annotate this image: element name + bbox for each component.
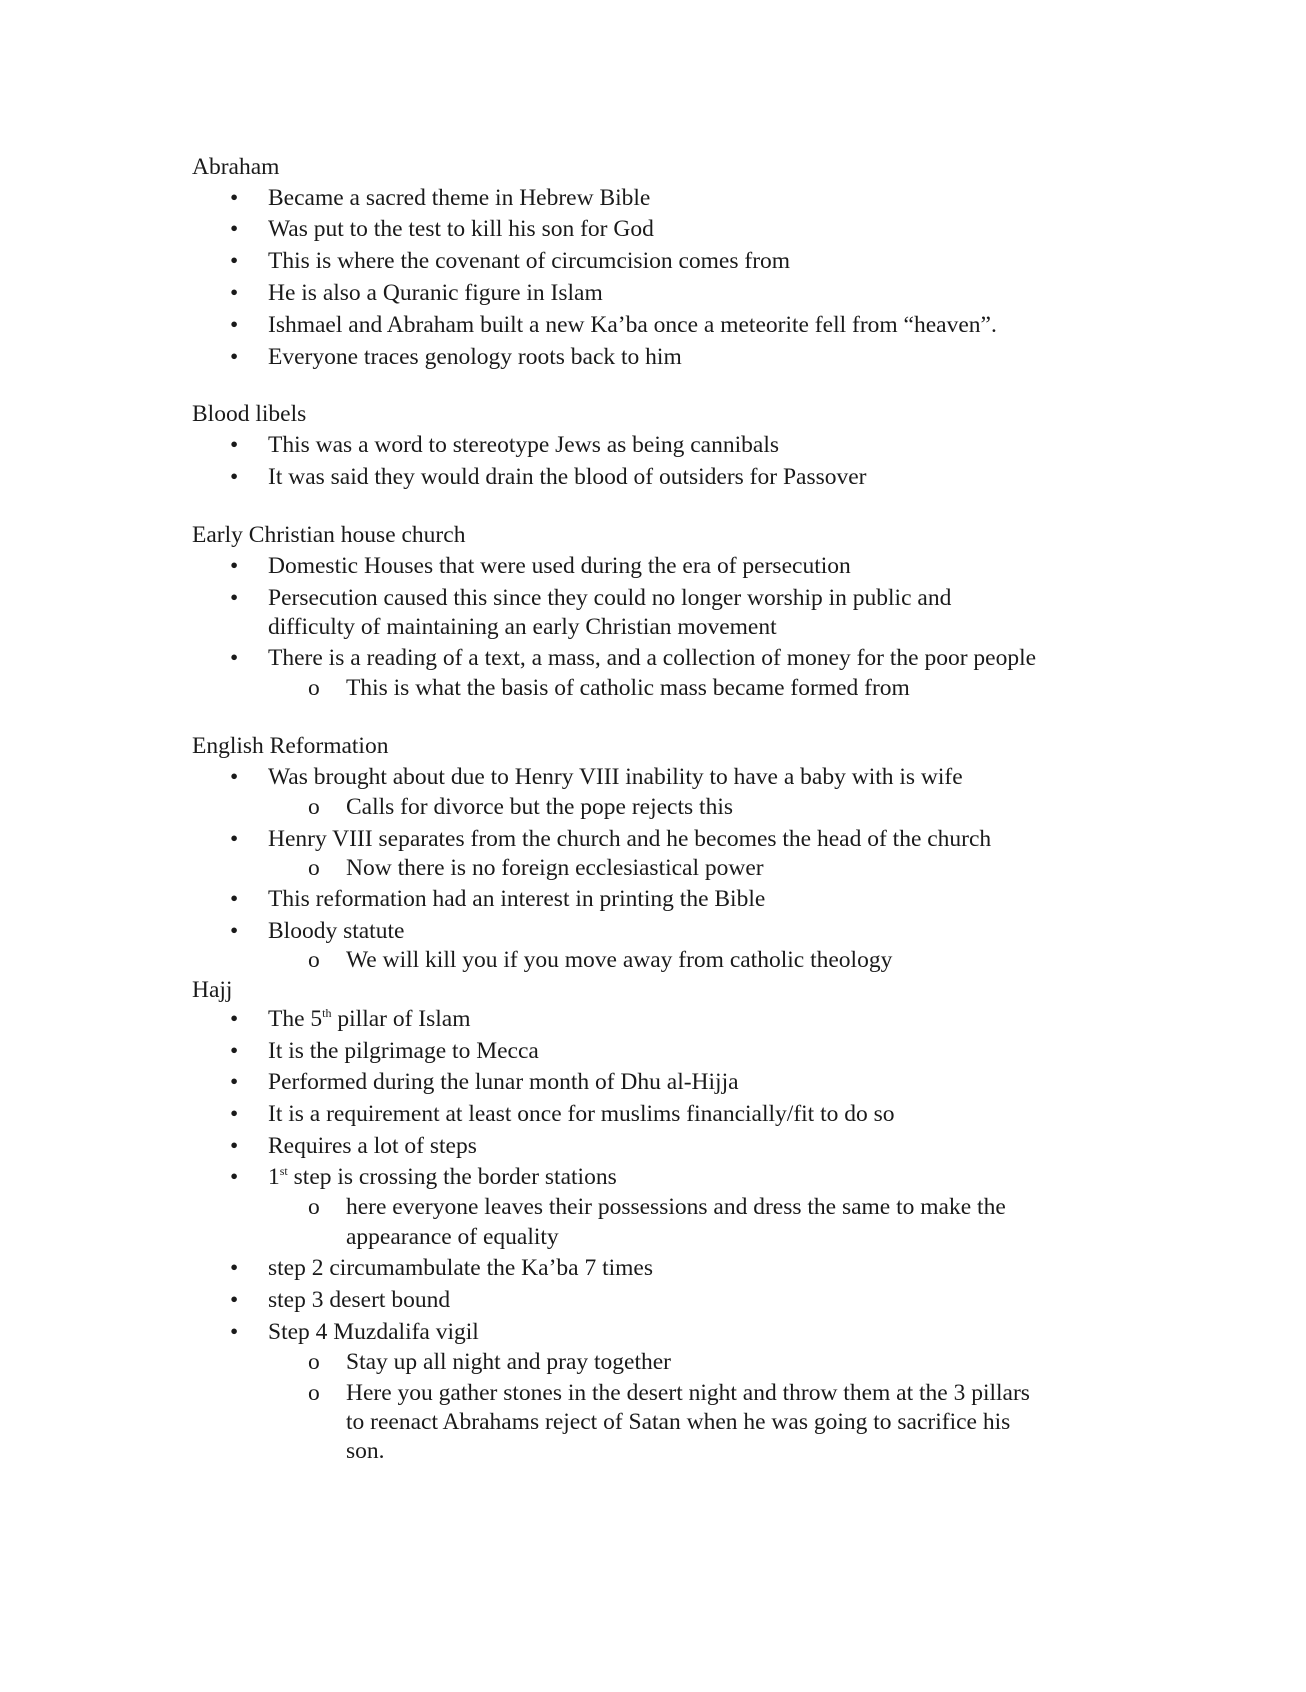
- list-item-text: This is where the covenant of circumcision comes from: [268, 248, 791, 274]
- list-item-text: There is a reading of a text, a mass, and a collection of money for the poor people: [268, 645, 1037, 671]
- section-title-blood-libels: Blood libels: [192, 401, 307, 427]
- sub-list-item-text: Here you gather stones in the desert night and throw them at the 3 pillars: [346, 1380, 1030, 1406]
- list-item-text-part: step is crossing the border stations: [287, 1164, 617, 1190]
- superscript: st: [279, 1164, 288, 1178]
- bullet-icon: •: [230, 216, 239, 242]
- sub-bullet-icon: o: [308, 855, 320, 881]
- section-title-hajj: Hajj: [192, 977, 233, 1003]
- bullet-icon: •: [230, 1101, 239, 1127]
- list-item-text: step 3 desert bound: [268, 1287, 451, 1313]
- sub-list-item-text: Now there is no foreign ecclesiastical power: [346, 855, 764, 881]
- list-item-text: Was put to the test to kill his son for God: [268, 216, 654, 242]
- list-item-text: [268, 1004, 1128, 1034]
- sub-list-item-text: to reenact Abrahams reject of Satan when he was going to sacrifice his: [346, 1409, 1011, 1435]
- list-item-text: It is the pilgrimage to Mecca: [268, 1038, 539, 1064]
- bullet-icon: •: [230, 1319, 239, 1345]
- list-item-text: Ishmael and Abraham built a new Ka’ba once a meteorite fell from “heaven”.: [268, 312, 997, 338]
- bullet-icon: •: [230, 645, 239, 671]
- section-title-house-church: Early Christian house church: [192, 522, 466, 548]
- bullet-icon: •: [230, 312, 239, 338]
- bullet-icon: •: [230, 1164, 239, 1190]
- list-item-text: Domestic Houses that were used during the era of persecution: [268, 553, 851, 579]
- list-item-text: Henry VIII separates from the church and he becomes the head of the church: [268, 826, 992, 852]
- bullet-icon: •: [230, 585, 239, 611]
- list-item-text: Requires a lot of steps: [268, 1133, 477, 1159]
- sub-list-item-text: appearance of equality: [346, 1224, 559, 1250]
- bullet-icon: •: [230, 280, 239, 306]
- list-item-text: Step 4 Muzdalifa vigil: [268, 1319, 479, 1345]
- list-item-text: Was brought about due to Henry VIII inability to have a baby with is wife: [268, 764, 963, 790]
- sub-list-item-text: son.: [346, 1438, 385, 1464]
- list-item-text: step 2 circumambulate the Ka’ba 7 times: [268, 1255, 654, 1281]
- sub-list-item-text: here everyone leaves their possessions and dress the same to make the: [346, 1194, 1006, 1220]
- list-item-text-part: pillar of Islam: [331, 1006, 471, 1032]
- list-item-text: He is also a Quranic figure in Islam: [268, 280, 603, 306]
- list-item-text: It was said they would drain the blood of outsiders for Passover: [268, 464, 867, 490]
- list-item-text: Everyone traces genology roots back to him: [268, 344, 682, 370]
- sub-bullet-icon: o: [308, 1380, 320, 1406]
- sub-list-item-text: This is what the basis of catholic mass became formed from: [346, 675, 910, 701]
- bullet-icon: •: [230, 344, 239, 370]
- sub-bullet-icon: o: [308, 1349, 320, 1375]
- list-item-text: Performed during the lunar month of Dhu al-Hijja: [268, 1069, 739, 1095]
- bullet-icon: •: [230, 248, 239, 274]
- sub-list-item-text: Stay up all night and pray together: [346, 1349, 672, 1375]
- superscript: th: [322, 1006, 332, 1020]
- list-item-text: Bloody statute: [268, 918, 405, 944]
- bullet-icon: •: [230, 464, 239, 490]
- list-item-text: This was a word to stereotype Jews as being cannibals: [268, 432, 779, 458]
- bullet-icon: •: [230, 918, 239, 944]
- sub-bullet-icon: o: [308, 947, 320, 973]
- sub-list-item-text: Calls for divorce but the pope rejects this: [346, 794, 733, 820]
- bullet-icon: •: [230, 432, 239, 458]
- bullet-icon: •: [230, 1133, 239, 1159]
- bullet-icon: •: [230, 1287, 239, 1313]
- section-title-english-reformation: English Reformation: [192, 733, 389, 759]
- bullet-icon: •: [230, 1255, 239, 1281]
- list-item-text: Became a sacred theme in Hebrew Bible: [268, 185, 651, 211]
- bullet-icon: •: [230, 886, 239, 912]
- bullet-icon: •: [230, 185, 239, 211]
- sub-bullet-icon: o: [308, 794, 320, 820]
- sub-bullet-icon: o: [308, 1194, 320, 1220]
- sub-bullet-icon: o: [308, 675, 320, 701]
- sub-list-item-text: We will kill you if you move away from catholic theology: [346, 947, 893, 973]
- list-item-text: This reformation had an interest in printing the Bible: [268, 886, 766, 912]
- bullet-icon: •: [230, 1006, 239, 1032]
- section-title-abraham: Abraham: [192, 154, 280, 180]
- list-item-text-part: The 5: [268, 1006, 323, 1032]
- list-item-text: difficulty of maintaining an early Christian movement: [268, 614, 777, 640]
- bullet-icon: •: [230, 553, 239, 579]
- bullet-icon: •: [230, 1069, 239, 1095]
- list-item-text: It is a requirement at least once for muslims financially/fit to do so: [268, 1101, 895, 1127]
- bullet-icon: •: [230, 764, 239, 790]
- list-item-text: Persecution caused this since they could no longer worship in public and: [268, 585, 952, 611]
- list-item-text: [268, 1162, 1128, 1192]
- bullet-icon: •: [230, 1038, 239, 1064]
- list-item-text-part: 1: [268, 1164, 280, 1190]
- bullet-icon: •: [230, 826, 239, 852]
